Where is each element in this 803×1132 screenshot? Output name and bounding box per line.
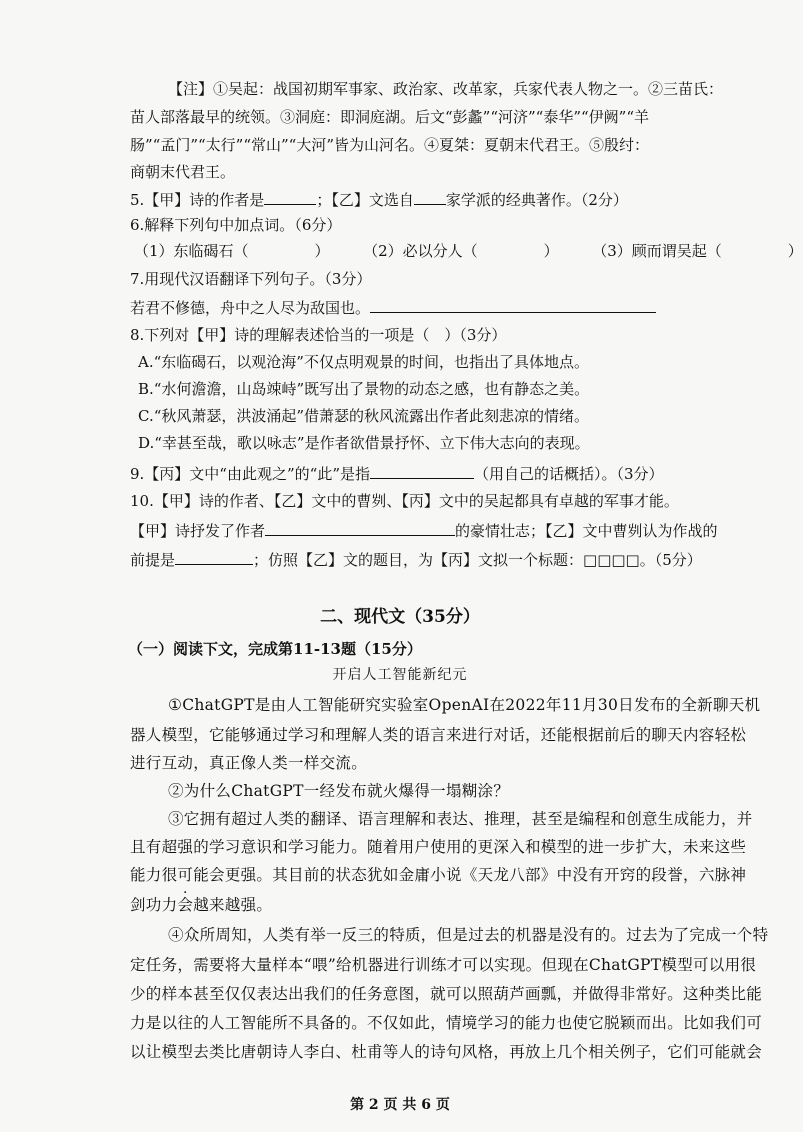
article-title: 开启人工智能新纪元: [332, 667, 468, 683]
p3-line-4: 剑功力会越来越强。: [130, 896, 273, 914]
p3-text-c: 会更强。其目前的状态犹如金庸小说《天龙八部》中没有开窍的段誉，六脉神: [209, 866, 747, 884]
p3-line-3: [130, 864, 746, 886]
question-7-stem: 7.用现代汉语翻译下列句子。（3分）: [130, 270, 372, 288]
section-2-title: 二、现代文（35分）: [320, 607, 480, 627]
question-10-line-3: [130, 548, 702, 571]
q5-blank-school[interactable]: [414, 188, 446, 205]
p1-line-3: 进行互动，真正像人类一样交流。: [130, 754, 368, 772]
q7-answer-blank[interactable]: [370, 296, 656, 313]
p4-line-4: 力是以往的人工智能所不具备的。不仅如此，情境学习的能力也使它脱颖而出。比如我们可: [130, 1014, 763, 1032]
q10-text-c: 前提是: [130, 551, 176, 569]
p2-line-1: ②为什么ChatGPT一经发布就火爆得一塌糊涂？: [168, 782, 510, 800]
q5-blank-author[interactable]: [264, 188, 316, 205]
q10-blank-premise[interactable]: [175, 548, 253, 565]
question-9: [130, 462, 664, 485]
p4-line-2: 定任务，需要将大量样本“喂”给机器进行训练才可以实现。但现在ChatGPT模型可以用很: [130, 956, 757, 974]
question-5: [130, 188, 628, 211]
q10-blank-feeling[interactable]: [265, 519, 455, 536]
note-line-3: 肠”“孟门”“太行”“常山”“大河”皆为山河名。④夏桀：夏朝末代君王。⑤殷纣：: [130, 136, 650, 154]
p4-line-1: ④众所周知，人类有举一反三的特质，但是过去的机器是没有的。过去为了完成一个特: [168, 926, 769, 944]
p4-line-5: 以让模型去类比唐朝诗人李白、杜甫等人的诗句风格，再放上几个相关例子，它们可能就会: [130, 1043, 763, 1061]
q5-text-b: ；【乙】文选自: [316, 191, 414, 209]
note-line-2: 苗人部落最早的统领。③洞庭：即洞庭湖。后文“彭蠡”“河济”“泰华”“伊阙”“羊: [130, 108, 650, 126]
question-8-stem: 8.下列对【甲】诗的理解表述恰当的一项是（ ）（3分）: [130, 326, 507, 344]
q8-option-d[interactable]: D.“幸甚至哉，歌以咏志”是作者欲借景抒怀、立下伟大志向的表现。: [138, 434, 590, 452]
q5-text-c: 家学派的经典著作。（2分）: [445, 191, 628, 209]
q8-option-a[interactable]: A.“东临碣石，以观沧海”不仅点明观景的时间，也指出了具体地点。: [138, 353, 589, 371]
q10-text-b: 的豪情壮志；【乙】文中曹刿认为作战的: [455, 522, 718, 540]
q6-item-2-close: ）: [543, 242, 559, 260]
q9-answer-blank[interactable]: [370, 462, 474, 479]
p3-dotted-phrase: 很可能: [161, 866, 210, 884]
q8-option-c[interactable]: C.“秋风萧瑟，洪波涌起”借萧瑟的秋风流露出作者此刻悲凉的情绪。: [138, 407, 590, 425]
q6-item-3: （3）顾而谓吴起（: [592, 242, 722, 260]
p4-line-3: 少的样本甚至仅仅表达出我们的任务意图，就可以照葫芦画瓢，并做得非常好。这种类比能: [130, 985, 763, 1003]
question-6-items: [134, 240, 803, 262]
question-6-stem: 6.解释下列句中加点词。（6分）: [130, 216, 342, 234]
q10-text-a: 【甲】诗抒发了作者: [130, 522, 266, 540]
note-line-1: 【注】①吴起：战国初期军事家、政治家、改革家，兵家代表人物之一。②三苗氏：: [168, 80, 724, 98]
q6-item-2: （2）必以分人（: [363, 242, 478, 260]
question-7-sentence-row: [130, 296, 656, 319]
q10-text-d: ；仿照【乙】文的题目，为【丙】文拟一个标题：□□□□。（5分）: [253, 551, 702, 569]
p3-text-a: 能力: [130, 866, 162, 884]
question-10-line-1: 10.【甲】诗的作者、【乙】文中的曹刿、【丙】文中的吴起都具有卓越的军事才能。: [130, 492, 679, 510]
q7-sentence: 若君不修德，舟中之人尽为敌国也。: [130, 299, 371, 317]
note-line-4: 商朝末代君王。: [130, 163, 236, 181]
question-10-line-2: [130, 519, 718, 542]
p3-line-2: 且有超强的学习意识和学习能力。随着用户使用的更深入和模型的进一步扩大，未来这些: [130, 838, 747, 856]
q5-text-a: 5.【甲】诗的作者是: [130, 191, 265, 209]
p1-line-1: ①ChatGPT是由人工智能研究实验室OpenAI在2022年11月30日发布的全新聊天机: [168, 696, 761, 714]
part-1-title: （一）阅读下文，完成第11-13题（15分）: [128, 640, 422, 658]
q9-text-a: 9.【丙】文中“由此观之”的“此”是指: [130, 465, 370, 483]
page-footer: 第 2 页 共 6 页: [350, 1097, 450, 1113]
q6-item-3-close: ）: [787, 242, 803, 260]
q8-option-b[interactable]: B.“水何澹澹，山岛竦峙”既写出了景物的动态之感，也有静态之美。: [138, 380, 590, 398]
q9-text-b: （用自己的话概括）。（3分）: [474, 465, 664, 483]
p3-line-1: ③它拥有超过人类的翻译、语言理解和表达、推理，甚至是编程和创意生成能力，并: [168, 810, 753, 828]
p1-line-2: 器人模型，它能够通过学习和理解人类的语言来进行对话，还能根据前后的聊天内容轻松: [130, 726, 747, 744]
q6-item-1-close: ）: [314, 242, 330, 260]
q6-item-1: （1）东临碣石（: [134, 242, 249, 260]
